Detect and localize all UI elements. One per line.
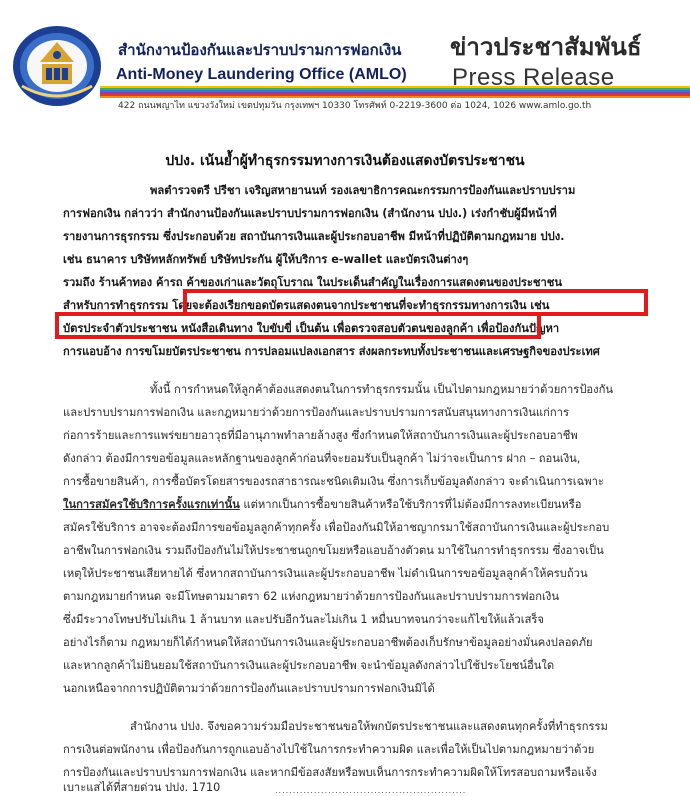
text-line: อย่างไรก็ตาม กฎหมายก็ได้กำหนดให้สถาบันการเงินและผู้ประกอบอาชีพต้องเก็บรักษาข้อมูลอย่างมั่นคงปลอดภัย	[63, 636, 593, 649]
text-line: ตามกฎหมายกำหนด จะมีโทษตามมาตรา 62 แห่งกฎหมายว่าด้วยการป้องกันและปราบปรามการฟอกเงิน	[63, 590, 559, 603]
text-line: ก่อการร้ายและการแพร่ขยายอาวุธที่มีอานุภาพทำลายล้างสูง ซึ่งกำหนดให้สถาบันการเงินและผู้ประกอบอาชีพ	[63, 429, 578, 442]
text-line: สมัครใช้บริการ อาจจะต้องมีการขอข้อมูลลูกค้าทุกครั้ง เพื่อป้องกันมิให้อาชญากรมาใช้สถาบันการเงินและผู้ประกอบ	[63, 521, 610, 534]
text-line: นอกเหนือจากการปฏิบัติตามว่าด้วยการป้องกันและปราบปรามการฟอกเงินมิได้	[63, 682, 435, 695]
amlo-seal-icon	[8, 22, 106, 110]
text-line: พลตำรวจตรี ปรีชา เจริญสหายานนท์ รองเลขาธิการคณะกรรมการป้องกันและปราบปราม	[150, 184, 576, 197]
text-line: รายงานการธุรกรรม ซึ่งประกอบด้วย สถาบันการเงินและผู้ประกอบอาชีพ มีหน้าที่ปฏิบัติตามกฎหมาย ปปง.	[63, 230, 565, 243]
text-line: เบาะแสได้ที่สายด่วน ปปง. 1710	[63, 781, 221, 794]
org-name-english: Anti-Money Laundering Office (AMLO)	[116, 66, 407, 83]
text-line: เหตุให้ประชาชนเสียหายได้ ซึ่งหากสถาบันการเงินและผู้ประกอบอาชีพ ไม่ดำเนินการขอข้อมูลลูกค้าให้ครบถ้วน	[63, 567, 588, 580]
org-address: 422 ถนนพญาไท แขวงวังใหม่ เขตปทุมวัน กรุงเทพฯ 10330 โทรศัพท์ 0-2219-3600 ต่อ 1024, 1026 www.amlo.go.th	[118, 101, 592, 111]
text-line: และหากลูกค้าไม่ยินยอมใช้สถาบันการเงินและผู้ประกอบอาชีพ จะนำข้อมูลดังกล่าวไปใช้ประโยชน์อื่นใด	[63, 659, 555, 672]
text-line: การฟอกเงิน กล่าวว่า สำนักงานป้องกันและปราบปรามการฟอกเงิน (สำนักงาน ปปง.) เร่งกำชับผู้มีหน้าที่	[63, 207, 557, 220]
press-release-english: Press Release	[452, 64, 615, 91]
headline: ปปง. เน้นย้ำผู้ทำธุรกรรมทางการเงินต้องแสดงบัตรประชาชน	[165, 153, 525, 169]
highlight-box-2	[55, 312, 541, 339]
text-line: การซื้อขายสินค้า, การซื้อบัตรโดยสารของรถสาธารณะชนิดเติมเงิน ซึ่งการเก็บข้อมูลดังกล่าว จะดำเนินการเฉพาะ	[63, 475, 604, 488]
text-line: บัตรประจำตัวประชาชน หนังสือเดินทาง ใบขับขี่ เป็นต้น เพื่อตรวจสอบตัวตนของลูกค้า เพื่อป้องกันปัญหา	[63, 322, 560, 335]
text-line: และปราบปรามการฟอกเงิน และกฎหมายว่าด้วยการป้องกันและปราบปรามการสนับสนุนทางการเงินแก่การ	[63, 406, 569, 419]
text-line: ทั้งนี้ การกำหนดให้ลูกค้าต้องแสดงตนในการทำธุรกรรมนั้น เป็นไปตามกฎหมายว่าด้วยการป้องกัน	[150, 383, 614, 396]
text-line	[63, 495, 582, 513]
press-release-thai: ข่าวประชาสัมพันธ์	[450, 33, 642, 61]
text-line: สำนักงาน ปปง. จึงขอความร่วมมือประชาชนขอให้พกบัตรประชาชนและแสดงตนทุกครั้งที่ทำธุรกรรม	[130, 720, 608, 733]
letterhead	[0, 0, 690, 112]
text-line: สำหรับการทำธุรกรรม โดยจะต้องเรียกขอดบัตรแสดงตนจากประชาชนที่จะทำธุรกรรมทางการเงิน เช่น	[63, 299, 550, 312]
text-line: การเงินต่อพนักงาน เพื่อป้องกันการถูกแอบอ้างไปใช้ในการกระทำความผิด และเพื่อให้เป็นไปตามกฎหมายว่าด้วย	[63, 743, 595, 756]
text-line: การแอบอ้าง การขโมยบัตรประชาชน การปลอมแปลงเอกสาร ส่งผลกระทบทั้งประชาชนและเศรษฐกิจของประเทศ	[63, 345, 600, 358]
text-line: การป้องกันและปราบปรามการฟอกเงิน และหากมีข้อสงสัยหรือพบเห็นการกระทำความผิดให้โทรสอบถามหรือแจ้ง	[63, 766, 597, 779]
underlined-phrase: ในการสมัครใช้บริการครั้งแรกเท่านั้น	[63, 498, 240, 511]
org-name-thai: สำนักงานป้องกันและปราบปรามการฟอกเงิน	[118, 41, 402, 59]
end-marker: ......................................................	[275, 786, 467, 795]
text-line: ซึ่งมีระวางโทษปรับไม่เกิน 1 ล้านบาท และปรับอีกวันละไม่เกิน 1 หมื่นบาทจนกว่าจะแก้ไขให้แล้วเสร็จ	[63, 613, 544, 626]
text-line: เช่น ธนาคาร บริษัทหลักทรัพย์ บริษัทประกัน ผู้ให้บริการ e-wallet และบัตรเงินต่างๆ	[63, 253, 469, 266]
text-line: อาชีพในการฟอกเงิน รวมถึงป้องกันไม่ให้ประชาชนถูกขโมยหรือแอบอ้างตัวตน มาใช้ในการทำธุรกรรม ซึ่งอาจเป็น	[63, 544, 604, 557]
text-line: รวมถึง ร้านค้าทอง ค้ารถ ค้าของเก่าและวัตถุโบราณ ในประเด็นสำคัญในเรื่องการแสดงตนของประชาชน	[63, 276, 562, 289]
text-line: ดังกล่าว ต้องมีการขอข้อมูลและหลักฐานของลูกค้าก่อนที่จะยอมรับเป็นลูกค้า ไม่ว่าจะเป็นการ ฝาก – ถอนเงิน,	[63, 452, 581, 465]
text-span: แต่หากเป็นการซื้อขายสินค้าหรือใช้บริการที่ไม่ต้องมีการลงทะเบียนหรือ	[239, 498, 582, 511]
